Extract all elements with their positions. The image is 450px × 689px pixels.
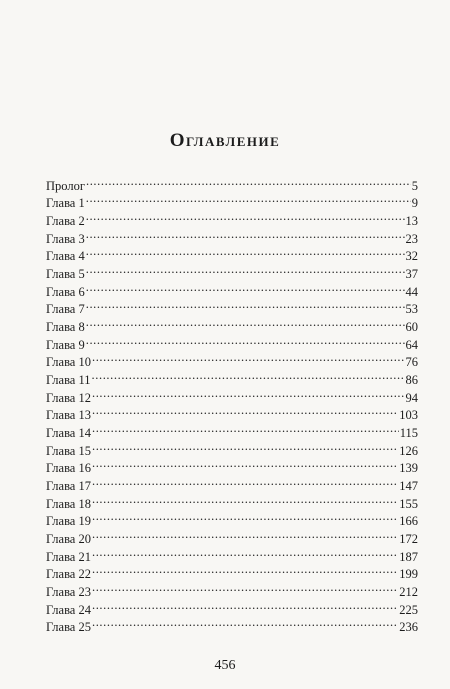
toc-entry-label: Глава 16 xyxy=(46,461,91,476)
toc-entry-page: 155 xyxy=(399,496,418,511)
toc-entry xyxy=(46,578,418,600)
toc-entry-page: 53 xyxy=(405,302,418,317)
toc-entry xyxy=(46,207,418,229)
dot-leader xyxy=(86,313,405,331)
toc-entry-page: 94 xyxy=(405,390,418,405)
dot-leader xyxy=(86,190,411,208)
toc-entry xyxy=(46,225,418,246)
toc-entry-page: 9 xyxy=(411,196,418,211)
toc-entry-label: Глава 6 xyxy=(46,284,85,299)
dot-leader xyxy=(86,207,405,225)
toc-entry xyxy=(46,543,418,564)
dot-leader xyxy=(92,490,398,508)
dot-leader xyxy=(86,225,405,243)
toc-entry xyxy=(46,278,418,299)
toc-entry-page: 5 xyxy=(411,178,418,193)
toc-entry-page: 139 xyxy=(399,461,418,476)
toc-entry-label: Глава 23 xyxy=(46,585,91,600)
toc-entry-page: 23 xyxy=(405,231,418,246)
toc-entry-page: 172 xyxy=(399,532,418,547)
dot-leader xyxy=(92,384,405,402)
toc-entry xyxy=(46,455,418,476)
toc-entry xyxy=(46,508,418,529)
toc-entry-page: 225 xyxy=(399,602,418,617)
toc-entry-page: 147 xyxy=(399,479,418,494)
toc-entry xyxy=(46,260,418,282)
dot-leader xyxy=(86,296,405,314)
toc-entry-label: Глава 24 xyxy=(46,602,91,617)
toc-entry-page: 76 xyxy=(405,355,418,370)
toc-entry-page: 103 xyxy=(399,408,418,423)
toc-entry-page: 115 xyxy=(399,426,418,441)
toc-entry-label: Глава 1 xyxy=(46,196,85,211)
toc-entry-label: Глава 2 xyxy=(46,214,85,229)
toc-entry xyxy=(46,313,418,335)
dot-leader xyxy=(92,419,399,437)
dot-leader xyxy=(86,172,411,190)
toc-entry xyxy=(46,331,418,352)
toc-entry xyxy=(46,243,418,264)
toc-entry-label: Глава 18 xyxy=(46,496,91,511)
dot-leader xyxy=(92,508,398,526)
toc-entry-label: Глава 17 xyxy=(46,479,91,494)
toc-entry xyxy=(46,419,418,441)
toc-entry xyxy=(46,561,418,582)
toc-entry-label: Глава 3 xyxy=(46,231,85,246)
toc-entry-page: 126 xyxy=(399,443,418,458)
dot-leader xyxy=(92,614,398,632)
dot-leader xyxy=(86,331,405,349)
toc-entry-page: 44 xyxy=(405,284,418,299)
toc-entry-label: Глава 11 xyxy=(46,373,91,388)
dot-leader xyxy=(92,437,398,455)
toc-entry-page: 32 xyxy=(405,249,418,264)
toc-entry xyxy=(46,490,418,511)
toc-entry-label: Глава 21 xyxy=(46,549,91,564)
toc-entry-label: Глава 10 xyxy=(46,355,91,370)
dot-leader xyxy=(92,543,398,561)
toc-entry xyxy=(46,190,418,211)
toc-entry xyxy=(46,614,418,635)
toc-entry-page: 13 xyxy=(405,214,418,229)
dot-leader xyxy=(92,472,398,490)
toc-entry-label: Глава 4 xyxy=(46,249,85,264)
toc-entry-label: Глава 5 xyxy=(46,267,85,282)
dot-leader xyxy=(86,278,405,296)
toc-entry-label: Пролог xyxy=(46,178,85,193)
dot-leader xyxy=(92,525,398,543)
dot-leader xyxy=(92,596,398,614)
toc-entry-page: 166 xyxy=(399,514,418,529)
toc-entry-label: Глава 9 xyxy=(46,337,85,352)
dot-leader xyxy=(92,561,398,579)
toc-entry-label: Глава 8 xyxy=(46,320,85,335)
dot-leader xyxy=(92,349,405,367)
toc-entry xyxy=(46,596,418,617)
toc-entry-page: 187 xyxy=(399,549,418,564)
toc-entry-page: 60 xyxy=(405,320,418,335)
toc-entry-label: Глава 22 xyxy=(46,567,91,582)
toc-entry-label: Глава 12 xyxy=(46,390,91,405)
dot-leader xyxy=(92,455,398,473)
toc-entry xyxy=(46,525,418,547)
toc-entry-label: Глава 19 xyxy=(46,514,91,529)
dot-leader xyxy=(92,578,398,596)
toc-entry-label: Глава 14 xyxy=(46,426,91,441)
toc-entry-label: Глава 7 xyxy=(46,302,85,317)
toc-entry xyxy=(46,384,418,405)
toc-entry-label: Глава 15 xyxy=(46,443,91,458)
dot-leader xyxy=(86,243,405,261)
toc-entry-page: 37 xyxy=(405,267,418,282)
toc-entry xyxy=(46,366,418,388)
toc-entry-label: Глава 20 xyxy=(46,532,91,547)
toc-entry xyxy=(46,472,418,494)
toc-entry-label: Глава 13 xyxy=(46,408,91,423)
toc-entry-page: 236 xyxy=(399,620,418,635)
toc-entry-page: 199 xyxy=(399,567,418,582)
toc-entry xyxy=(46,296,418,317)
toc-entry-page: 212 xyxy=(399,585,418,600)
table-of-contents xyxy=(46,172,418,635)
toc-entry-page: 64 xyxy=(405,337,418,352)
dot-leader xyxy=(92,366,405,384)
page-number: 456 xyxy=(214,658,236,673)
toc-entry xyxy=(46,437,418,458)
toc-entry-label: Глава 25 xyxy=(46,620,91,635)
dot-leader xyxy=(92,402,398,420)
toc-entry xyxy=(46,402,418,423)
toc-entry xyxy=(46,172,418,193)
toc-entry xyxy=(46,349,418,370)
toc-entry-page: 86 xyxy=(405,373,418,388)
toc-title: Оглавление xyxy=(169,130,281,151)
dot-leader xyxy=(86,260,405,278)
